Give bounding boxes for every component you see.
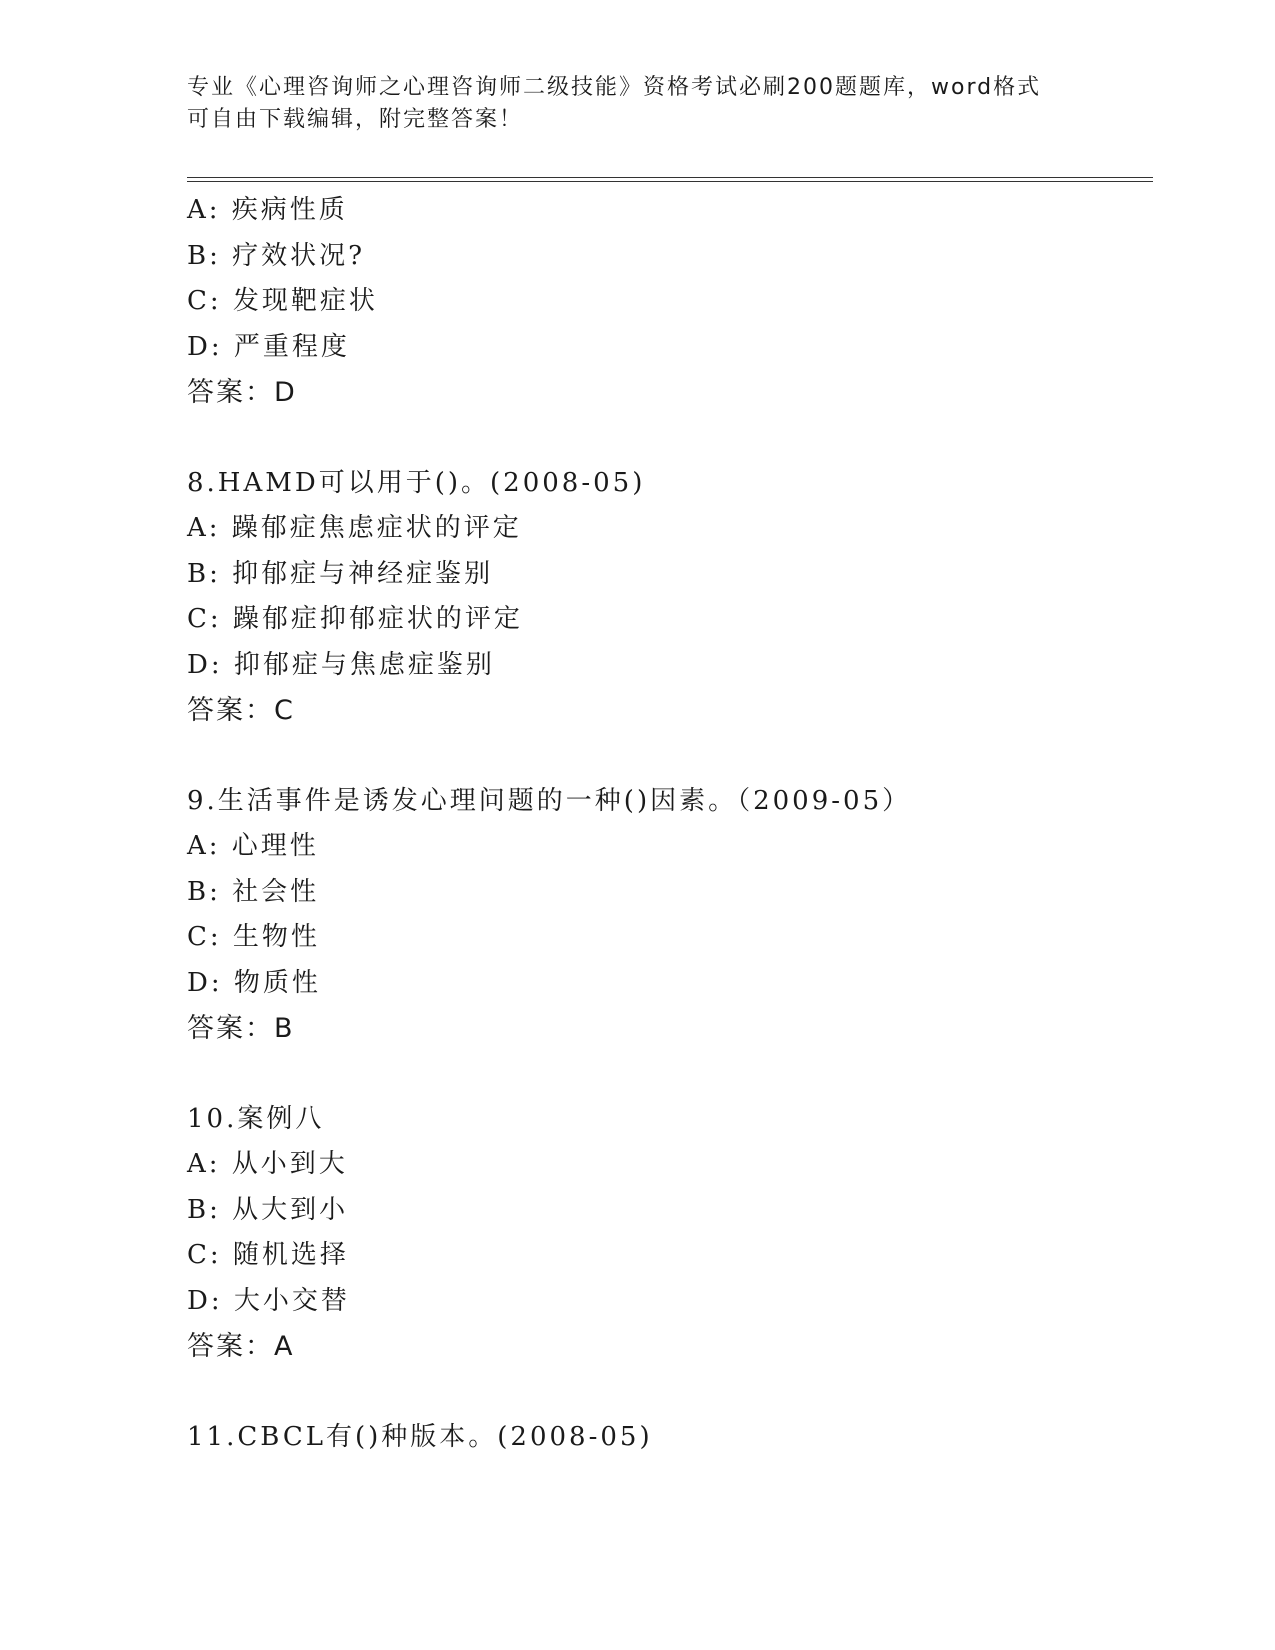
question-text: 9.生活事件是诱发心理问题的一种()因素。（2009-05） [187,785,912,816]
question-text: 10.案例八 [187,1103,325,1134]
option-b: B: 从大到小 [187,1194,349,1225]
option-a: A: 心理性 [187,831,319,861]
header-divider [187,177,1153,182]
spacer [187,1370,1153,1415]
question-8 [187,461,1153,734]
header-line-2: 可自由下载编辑，附完整答案！ [187,107,524,132]
option-b: B: 社会性 [187,876,320,907]
option-d: D: 抑郁症与焦虑症鉴别 [187,649,495,680]
option-a: A: 躁郁症焦虑症状的评定 [187,513,522,543]
question-11 [187,1415,1153,1461]
option-b: B: 疗效状况? [187,240,366,271]
spacer [187,416,1153,461]
option-a: A: 疾病性质 [187,195,348,225]
option-d: D: 严重程度 [187,331,350,362]
question-9 [187,779,1153,1052]
question-list [187,188,1153,1460]
option-c: C: 发现靶症状 [187,286,378,316]
spacer [187,1052,1153,1097]
option-a: A: 从小到大 [187,1149,348,1179]
answer-line: 答案：A [187,1331,295,1362]
option-c: C: 生物性 [187,922,320,952]
question-10 [187,1097,1153,1370]
option-d: D: 物质性 [187,967,321,998]
question-text: 11.CBCL有()种版本。(2008-05) [187,1421,653,1452]
document-header [187,72,1087,136]
answer-line: 答案：D [187,377,297,408]
answer-line: 答案：C [187,695,295,726]
question-7-continued [187,188,1153,416]
option-c: C: 随机选择 [187,1240,349,1270]
spacer [187,734,1153,779]
question-text: 8.HAMD可以用于()。(2008-05) [187,467,646,498]
answer-line: 答案：B [187,1013,295,1044]
option-c: C: 躁郁症抑郁症状的评定 [187,604,523,634]
option-b: B: 抑郁症与神经症鉴别 [187,558,494,589]
header-line-1: 专业《心理咨询师之心理咨询师二级技能》资格考试必刷200题题库，word格式 [187,75,1042,100]
option-d: D: 大小交替 [187,1285,350,1316]
